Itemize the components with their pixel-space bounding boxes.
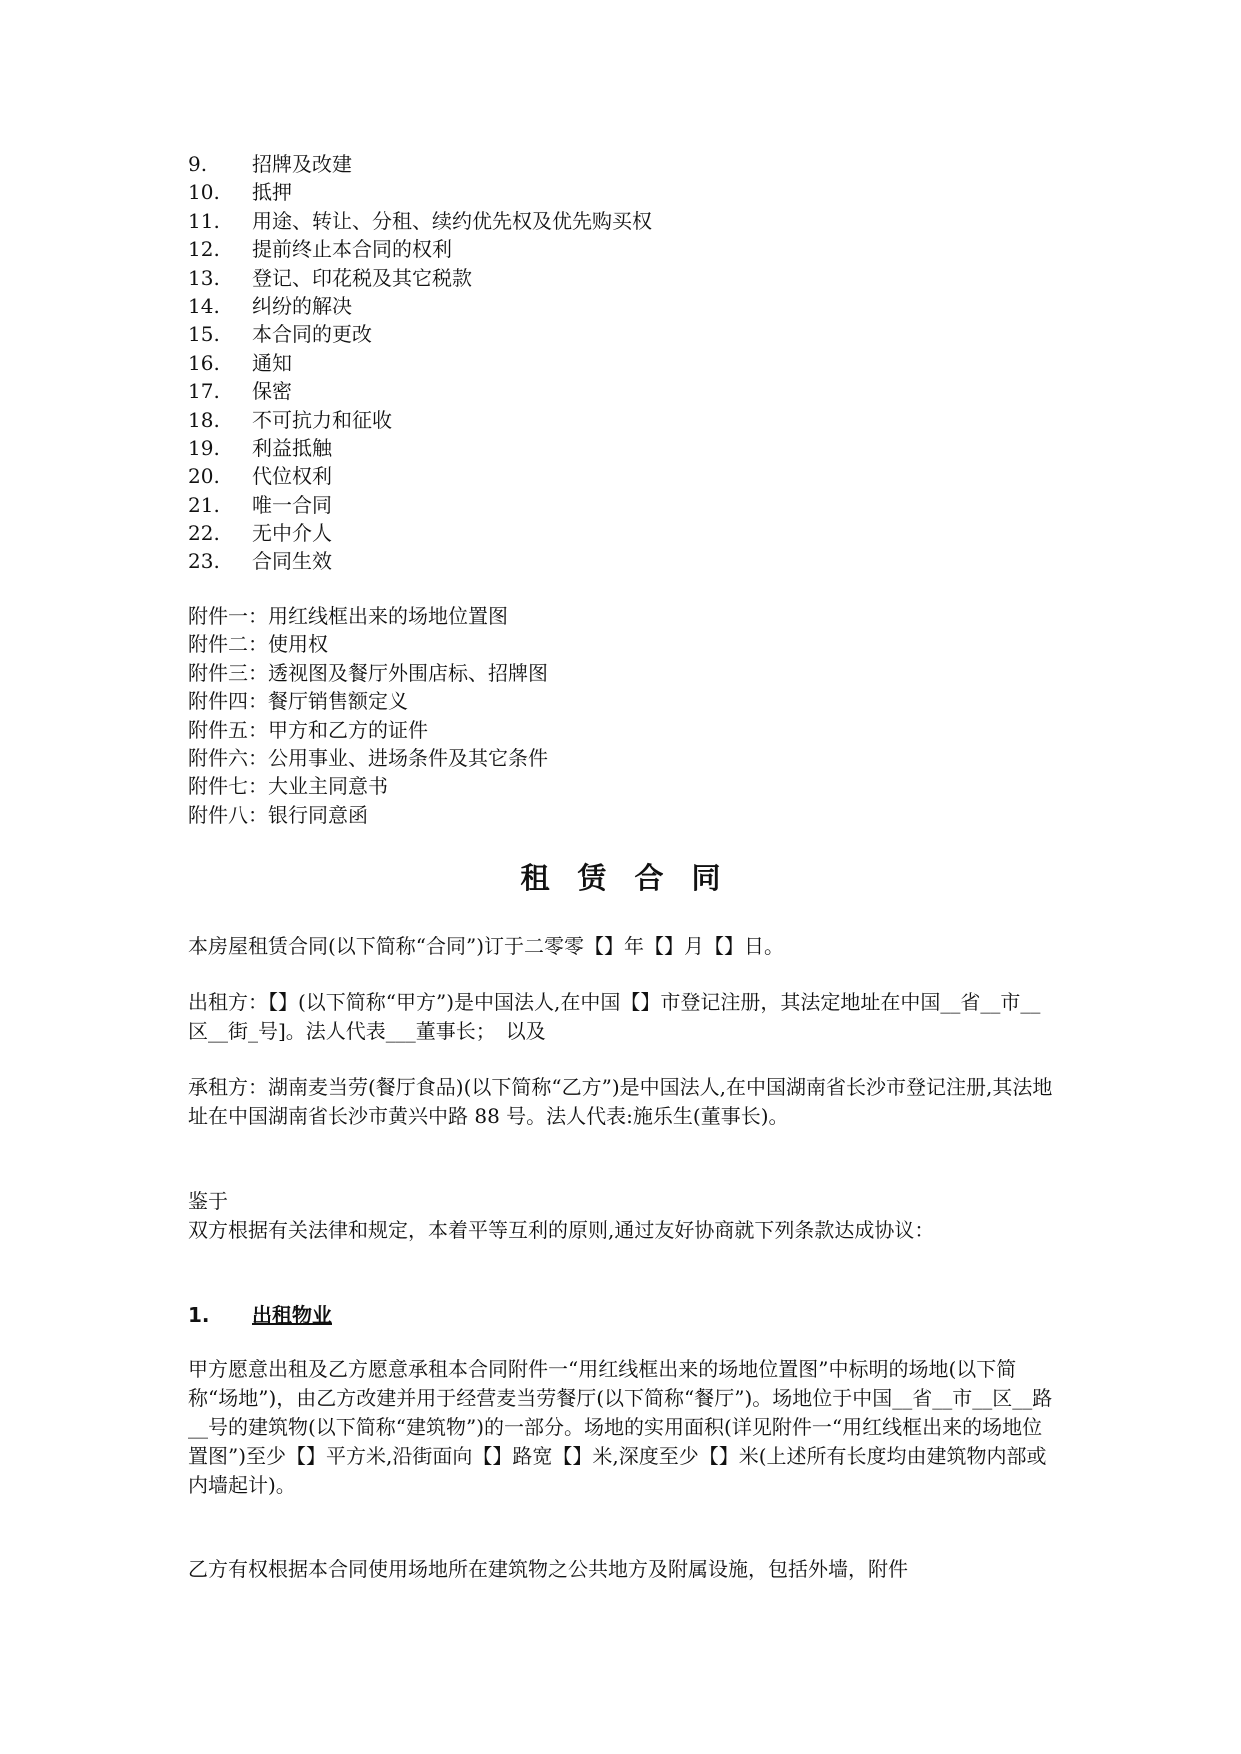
toc-number: 15. bbox=[188, 322, 220, 347]
section-title: 出租物业 bbox=[252, 1303, 332, 1327]
toc-item bbox=[188, 406, 1088, 434]
toc-text: 通知 bbox=[252, 350, 292, 375]
toc-item bbox=[188, 377, 1088, 405]
toc-text: 不可抗力和征收 bbox=[252, 407, 392, 432]
toc-item bbox=[188, 150, 1088, 178]
toc-item bbox=[188, 519, 1088, 547]
annex-item: 附件八：银行同意函 bbox=[188, 802, 368, 827]
section-paragraph: 甲方愿意出租及乙方愿意承租本合同附件一“用红线框出来的场地位置图”中标明的场地(以下简称“场地”)，由乙方改建并用于经营麦当劳餐厅(以下简称“餐厅”)。场地位于中国__省__市__区__路__号的建筑物(以下简称“建筑物”)的一部分。场地的实用面积(详见附件一“用红线框出来的场地位置图”)至少【】平方米,沿街面向【】路宽【】米,深度至少【】米(上述所有长度均由建筑物内部或内墙起计)。 bbox=[188, 1357, 1053, 1497]
toc-text: 合同生效 bbox=[252, 549, 332, 574]
table-of-contents bbox=[188, 150, 1088, 576]
toc-number: 14. bbox=[188, 293, 220, 318]
toc-text: 用途、转让、分租、续约优先权及优先购买权 bbox=[252, 208, 652, 233]
toc-number: 18. bbox=[188, 407, 220, 432]
toc-number: 16. bbox=[188, 350, 220, 375]
toc-number: 9. bbox=[188, 152, 208, 176]
toc-item bbox=[188, 434, 1088, 462]
toc-text: 利益抵触 bbox=[252, 435, 332, 460]
toc-item bbox=[188, 178, 1088, 206]
toc-item bbox=[188, 320, 1088, 348]
toc-item bbox=[188, 207, 1088, 235]
toc-number: 19. bbox=[188, 435, 220, 460]
annex-item: 附件一：用红线框出来的场地位置图 bbox=[188, 604, 508, 628]
toc-text: 纠纷的解决 bbox=[252, 293, 352, 318]
section-number: 1. bbox=[188, 1303, 210, 1327]
toc-item bbox=[188, 235, 1088, 263]
toc-text: 无中介人 bbox=[252, 521, 332, 546]
toc-text: 招牌及改建 bbox=[252, 152, 352, 176]
whereas-line: 鉴于 bbox=[188, 1189, 228, 1213]
toc-number: 23. bbox=[188, 549, 220, 574]
toc-item bbox=[188, 547, 1088, 575]
section-heading bbox=[188, 1299, 332, 1328]
annex-item: 附件六：公用事业、进场条件及其它条件 bbox=[188, 745, 548, 770]
toc-number: 11. bbox=[188, 208, 220, 233]
toc-number: 12. bbox=[188, 237, 220, 262]
toc-text: 代位权利 bbox=[252, 464, 332, 489]
toc-item bbox=[188, 349, 1088, 377]
lessor-paragraph: 出租方：【】(以下简称“甲方”)是中国法人,在中国【】市登记注册，其法定地址在中国__省__市__区__街_号]。法人代表___董事长； 以及 bbox=[188, 990, 1041, 1043]
toc-text: 本合同的更改 bbox=[252, 322, 372, 347]
annex-item: 附件五：甲方和乙方的证件 bbox=[188, 717, 428, 742]
toc-text: 登记、印花税及其它税款 bbox=[252, 265, 472, 290]
lessee-paragraph: 承租方：湖南麦当劳(餐厅食品)(以下简称“乙方”)是中国法人,在中国湖南省长沙市登记注册,其法地址在中国湖南省长沙市黄兴中路 88 号。法人代表:施乐生(董事长)。 bbox=[188, 1075, 1053, 1128]
section-paragraph: 乙方有权根据本合同使用场地所在建筑物之公共地方及附属设施，包括外墙，附件 bbox=[188, 1557, 908, 1581]
intro-paragraph: 本房屋租赁合同(以下简称“合同”)订于二零零【】年【】月【】日。 bbox=[188, 934, 785, 958]
toc-text: 抵押 bbox=[252, 180, 292, 205]
document-title: 租赁合同 bbox=[520, 861, 749, 895]
annex-item: 附件七：大业主同意书 bbox=[188, 774, 388, 799]
toc-text: 提前终止本合同的权利 bbox=[252, 237, 452, 262]
annex-item: 附件四：餐厅销售额定义 bbox=[188, 689, 408, 714]
toc-number: 20. bbox=[188, 464, 220, 489]
toc-number: 10. bbox=[188, 180, 220, 205]
annex-item: 附件二：使用权 bbox=[188, 632, 328, 657]
toc-number: 21. bbox=[188, 492, 220, 517]
toc-item bbox=[188, 264, 1088, 292]
toc-item bbox=[188, 491, 1088, 519]
toc-item bbox=[188, 292, 1088, 320]
toc-text: 唯一合同 bbox=[252, 492, 332, 517]
toc-item bbox=[188, 462, 1088, 490]
toc-number: 13. bbox=[188, 265, 220, 290]
toc-text: 保密 bbox=[252, 379, 292, 404]
annex-item: 附件三：透视图及餐厅外围店标、招牌图 bbox=[188, 660, 548, 685]
annex-list bbox=[188, 602, 1088, 829]
toc-number: 22. bbox=[188, 521, 220, 546]
agreement-paragraph: 双方根据有关法律和规定，本着平等互利的原则,通过友好协商就下列条款达成协议： bbox=[188, 1218, 935, 1242]
toc-number: 17. bbox=[188, 379, 220, 404]
